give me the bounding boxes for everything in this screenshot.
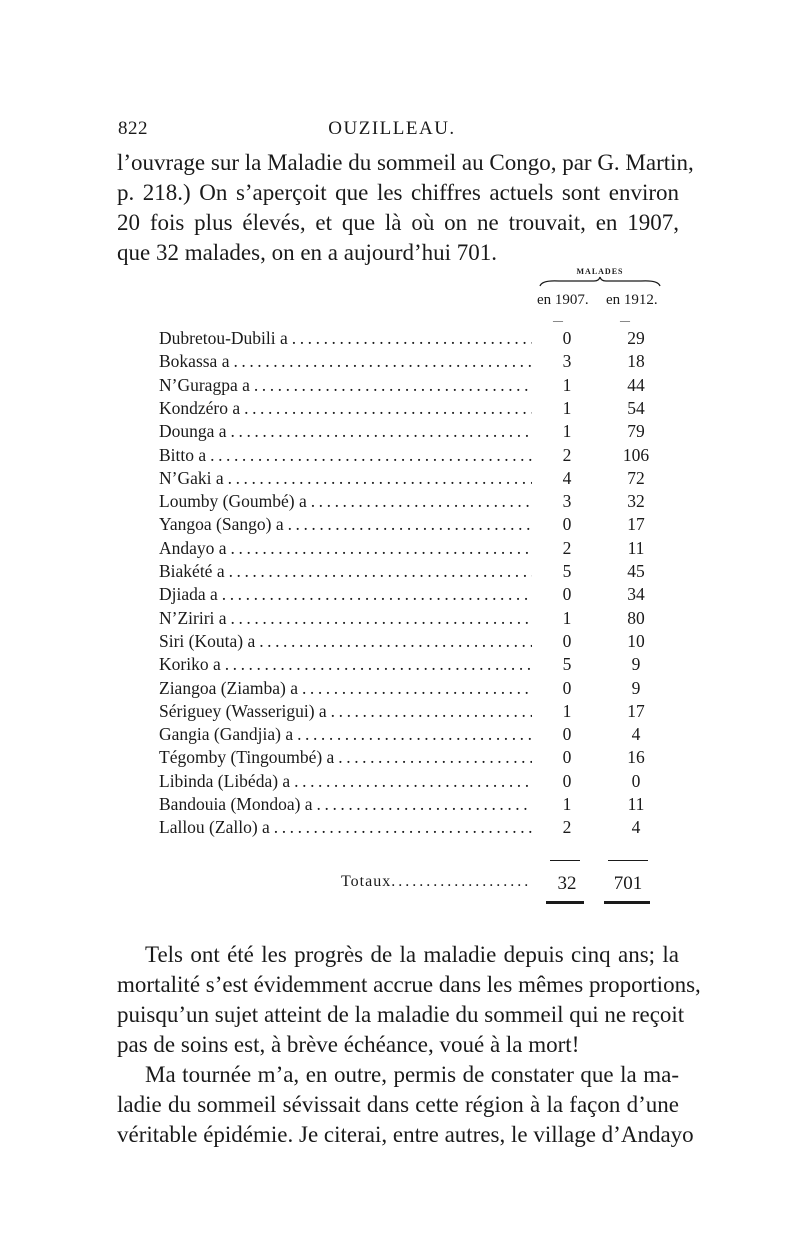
text-line: que 32 malades, on en a aujourd’hui 701. xyxy=(117,240,498,265)
text-line: p. 218.) On s’aperçoit que les chiffres actuels sont environ xyxy=(117,180,679,205)
table-row xyxy=(159,397,679,419)
count-1907: 0 xyxy=(562,770,572,791)
count-1907: 5 xyxy=(562,561,572,581)
count-1912: 9 xyxy=(631,654,641,675)
village-name: Siri (Kouta) a . . . xyxy=(159,630,532,652)
table-row xyxy=(159,770,679,792)
count-1912: 17 xyxy=(627,700,645,721)
count-1907: 1 xyxy=(562,374,572,395)
count-1907: 0 xyxy=(562,584,572,605)
village-name: Bokassa a . . . xyxy=(159,350,532,372)
count-1907: 3 xyxy=(562,491,572,512)
table-row xyxy=(159,746,679,768)
count-1907: 0 xyxy=(562,328,572,348)
count-1907: 1 xyxy=(562,421,572,442)
sum-rule-1912 xyxy=(608,860,648,861)
count-1912: 32 xyxy=(627,491,645,512)
count-1912: 11 xyxy=(627,794,645,814)
village-name: Bandouia (Mondoa) a . . . xyxy=(159,793,532,815)
count-1907: 1 xyxy=(562,607,572,628)
total-1912: 701 xyxy=(613,873,643,894)
table-row xyxy=(159,444,679,466)
header-brace xyxy=(539,276,661,288)
table-row xyxy=(159,327,679,349)
table-row xyxy=(159,793,679,815)
total-rule-1912 xyxy=(604,901,650,904)
count-1912: 79 xyxy=(627,421,645,442)
sum-rule-1907 xyxy=(550,860,580,861)
table-row xyxy=(159,420,679,442)
table-row xyxy=(159,467,679,489)
column-header-1907: en 1907. xyxy=(537,292,589,308)
village-name: Andayo a . . . xyxy=(159,537,532,559)
text-line: 20 fois plus élevés, et que là où on ne trouvait, en 1907, xyxy=(117,210,679,235)
count-1912: 18 xyxy=(627,351,645,372)
count-1912: 80 xyxy=(627,607,645,628)
count-1912: 44 xyxy=(627,374,645,395)
village-name: N’Guragpa a . . . xyxy=(159,374,532,396)
count-1907: 5 xyxy=(562,654,572,675)
total-1907: 32 xyxy=(557,873,577,894)
text-line: pas de soins est, à brève échéance, voué à la mort! xyxy=(117,1032,580,1057)
text-line: Tels ont été les progrès de la maladie depuis cinq ans; la xyxy=(145,942,679,967)
village-name: N’Gaki a . . . xyxy=(159,467,532,489)
count-1912: 72 xyxy=(627,467,645,488)
count-1912: 9 xyxy=(631,677,641,698)
count-1912: 11 xyxy=(627,537,645,558)
count-1912: 17 xyxy=(627,514,645,535)
table-row xyxy=(159,560,679,582)
village-name: Yangoa (Sango) a . . . xyxy=(159,513,532,535)
column-dash-1907: — xyxy=(553,316,563,327)
count-1907: 0 xyxy=(562,724,572,745)
village-name: Koriko a . . . xyxy=(159,653,532,675)
count-1907: 2 xyxy=(562,537,572,558)
count-1907: 0 xyxy=(562,630,572,651)
village-name: Sériguey (Wasserigui) a . . . xyxy=(159,700,532,722)
table-row xyxy=(159,537,679,559)
count-1912: 34 xyxy=(627,584,645,605)
count-1912: 10 xyxy=(627,630,645,651)
village-name: Biakété a . . . xyxy=(159,560,532,582)
village-name: Gangia (Gandjia) a . . . xyxy=(159,723,532,745)
count-1912: 4 xyxy=(631,724,641,745)
village-name: Libinda (Libéda) a . . . xyxy=(159,770,532,792)
village-name: Dubretou-Dubili a . . . xyxy=(159,327,532,349)
count-1907: 2 xyxy=(562,444,572,465)
count-1907: 1 xyxy=(562,397,572,418)
village-name: Tégomby (Tingoumbé) a . . . xyxy=(159,746,532,768)
table-row xyxy=(159,630,679,652)
count-1907: 1 xyxy=(562,700,572,721)
count-1912: 45 xyxy=(627,561,645,581)
table-row xyxy=(159,816,679,838)
count-1912: 106 xyxy=(622,444,650,465)
column-dash-1912: — xyxy=(620,316,630,327)
body-paragraph xyxy=(117,940,701,1150)
table-row xyxy=(159,653,679,675)
village-name: Djiada a . . . xyxy=(159,583,532,605)
table-row xyxy=(159,607,679,629)
count-1907: 0 xyxy=(562,677,572,698)
text-line: puisqu’un sujet atteint de la maladie du sommeil qui ne reçoit xyxy=(117,1002,685,1027)
text-line: véritable épidémie. Je citerai, entre autres, le village d’Andayo xyxy=(117,1122,694,1147)
text-line: Ma tournée m’a, en outre, permis de constater que la ma- xyxy=(145,1062,679,1087)
running-title: OUZILLEAU. xyxy=(328,118,456,139)
count-1907: 2 xyxy=(562,817,572,838)
column-header-1912: en 1912. xyxy=(606,292,658,308)
count-1907: 3 xyxy=(562,351,572,372)
table-row xyxy=(159,583,679,605)
village-name: N’Ziriri a . . . xyxy=(159,607,532,629)
text-line: ladie du sommeil sévissait dans cette région à la façon d’une xyxy=(117,1092,679,1117)
count-1912: 4 xyxy=(631,817,641,838)
count-1912: 16 xyxy=(627,747,645,768)
count-1907: 0 xyxy=(562,747,572,768)
totals-label-text: Totaux xyxy=(341,873,392,890)
table-row xyxy=(159,490,679,512)
village-name: Dounga a . . . xyxy=(159,420,532,442)
village-name: Kondzéro a . . . xyxy=(159,397,532,419)
page-number: 822 xyxy=(118,118,148,139)
count-1907: 4 xyxy=(562,467,572,488)
village-name: Ziangoa (Ziamba) a . . . xyxy=(159,677,532,699)
table-row xyxy=(159,350,679,372)
table-row xyxy=(159,700,679,722)
village-name: Bitto a . . . xyxy=(159,444,532,466)
table-row xyxy=(159,677,679,699)
text-line: l’ouvrage sur la Maladie du sommeil au Congo, par G. Martin, xyxy=(117,150,694,175)
village-name: Loumby (Goumbé) a . . . xyxy=(159,490,532,512)
table-super-header: MALADES xyxy=(576,267,624,276)
count-1912: 54 xyxy=(627,397,645,418)
total-rule-1907 xyxy=(546,901,584,904)
count-1907: 1 xyxy=(562,794,572,814)
count-1907: 0 xyxy=(562,514,572,535)
count-1912: 0 xyxy=(631,770,641,791)
text-line: mortalité s’est évidemment accrue dans les mêmes proportions, xyxy=(117,972,701,997)
count-1912: 29 xyxy=(627,328,645,348)
table-row xyxy=(159,513,679,535)
village-name: Lallou (Zallo) a . . . xyxy=(159,816,532,838)
table-row xyxy=(159,374,679,396)
table-row xyxy=(159,723,679,745)
totals-label xyxy=(341,873,531,891)
